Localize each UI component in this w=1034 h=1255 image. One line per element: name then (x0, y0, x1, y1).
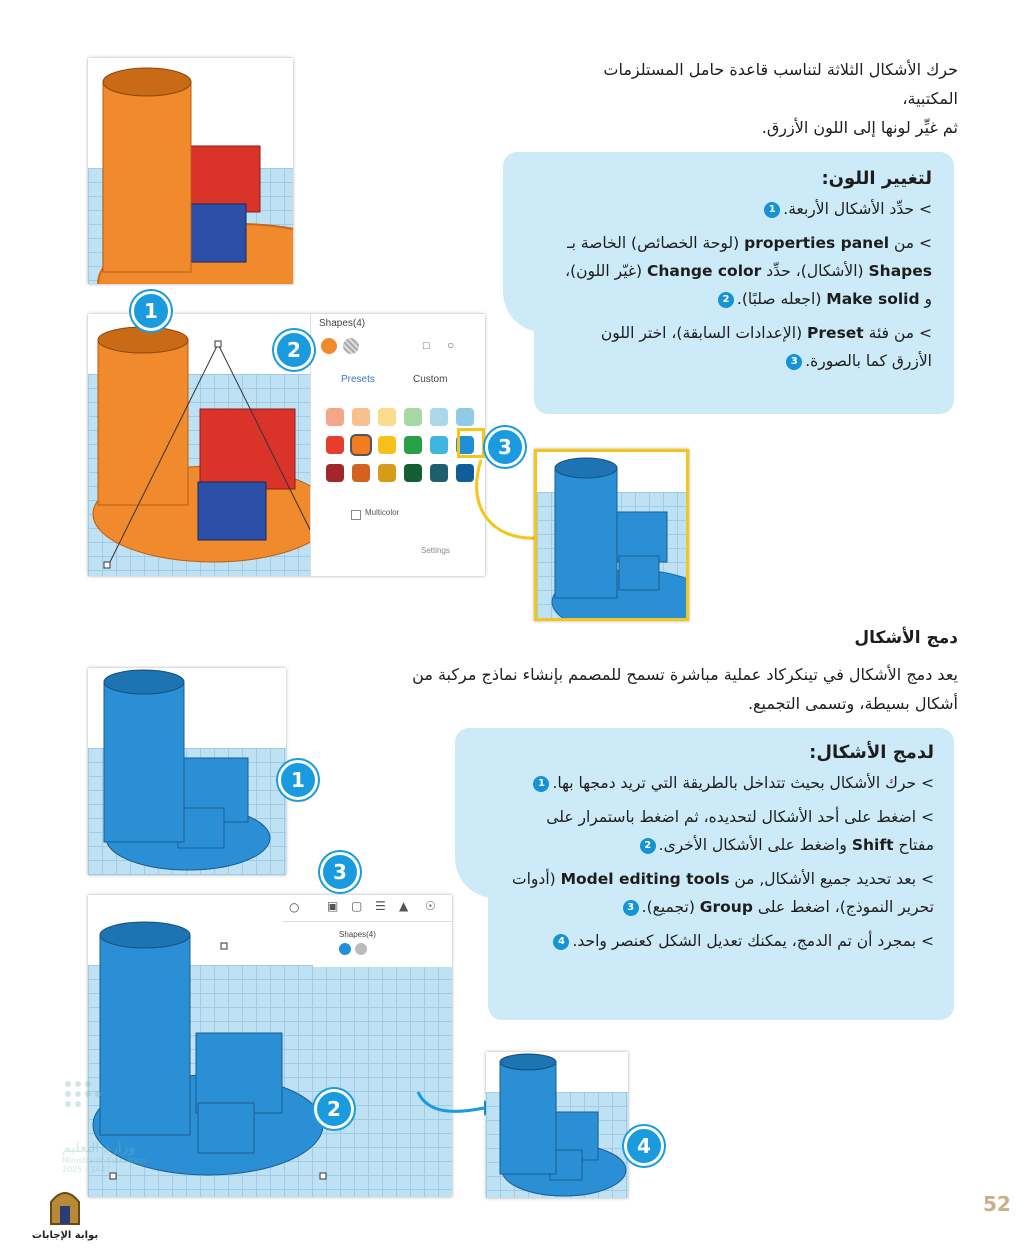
tab-custom[interactable]: Custom (413, 374, 448, 385)
intro-line-2: ثم غيِّر لونها إلى اللون الأزرق. (761, 118, 958, 137)
shapes-mini-panel: Shapes(4) (313, 927, 452, 967)
lock-icon[interactable]: □ (423, 340, 430, 352)
multicolor-label: Multicolor (365, 508, 400, 517)
merge-box (488, 728, 954, 1020)
site-logo-text: بوابة الإجابات (31, 1230, 99, 1241)
color-swatch[interactable] (352, 464, 370, 482)
bulb-icon[interactable]: ○ (289, 900, 300, 914)
color-swatch[interactable] (404, 408, 422, 426)
merge-box-title: لدمج الأشكال: (809, 742, 934, 763)
color-swatch[interactable] (430, 436, 448, 454)
ministry-logo-icon (62, 1078, 122, 1118)
merge-heading: دمج الأشكال (854, 628, 958, 648)
ungroup-icon[interactable]: ▢ (351, 899, 363, 913)
result-arrow (414, 1088, 494, 1128)
intro-line-1: حرك الأشكال الثلاثة لتناسب قاعدة حامل المستلزمات المكتبية، (603, 60, 958, 108)
change-color-title: لتغيير اللون: (821, 168, 932, 189)
badge-2-color: 2 (274, 330, 314, 370)
merge-paragraph: يعد دمج الأشكال في تينكركاد عملية مباشرة تسمح للمصمم بإنشاء نماذج مركبة من أشكال بسيطة، وتسمى التجميع. (412, 665, 958, 713)
color-swatch[interactable] (404, 436, 422, 454)
orange-shapes-image (88, 58, 293, 284)
cruise-icon[interactable]: ☉ (425, 899, 436, 913)
panel-shapes-label: Shapes(4) (319, 318, 366, 329)
color-swatch[interactable] (326, 464, 344, 482)
blue-result-image (534, 449, 689, 621)
color-swatch[interactable] (352, 436, 370, 454)
change-color-box (534, 152, 954, 414)
color-step-1: > حدِّد الأشكال الأربعة.1 (556, 195, 932, 223)
color-step-3: > من فئة Preset (الإعدادات السابقة)، اختر اللون الأزرق كما بالصورة.3 (600, 324, 932, 370)
model-editing-toolbar (283, 895, 452, 922)
merge-badge-4: 4 (624, 1126, 664, 1166)
merge-badge-3: 3 (320, 852, 360, 892)
color-swatch[interactable] (430, 408, 448, 426)
align-icon[interactable]: ☰ (375, 899, 386, 913)
orange-color-swatch[interactable] (321, 338, 337, 354)
color-step-2: > من properties panel (لوحة الخصائص) الخاصة بـ Shapes (الأشكال)، حدِّد Change color (غيّر اللون)، و Make solid (اجعله صلبًا).2 (565, 234, 932, 308)
mirror-icon[interactable]: ▲ (399, 899, 409, 913)
merge-step-3: > بعد تحديد جميع الأشكال, من Model editing tools (أدوات تحرير النموذج)، اضغط على Group (تجميع).3 (512, 870, 934, 916)
color-swatch[interactable] (352, 408, 370, 426)
merge-step-4: > بمجرد أن تم الدمج، يمكنك تعديل الشكل كعنصر واحد.4 (508, 927, 934, 955)
merge-step-2: > اضغط على أحد الأشكال لتحديده، ثم اضغط باستمرار على مفتاح Shift واضغط على الأشكال الأخرى.2 (546, 808, 934, 854)
hole-swatch[interactable] (343, 338, 359, 354)
group-icon[interactable]: ▣ (327, 899, 339, 913)
merge-step-1: > حرك الأشكال بحيث تتداخل بالطريقة التي تريد دمجها بها.1 (508, 769, 934, 797)
color-swatch[interactable] (378, 436, 396, 454)
ministry-watermark: وزارة التعليم Ministry of Education 2025 - 1447 (62, 1078, 182, 1198)
bulb-icon[interactable]: ○ (447, 338, 455, 352)
color-swatch[interactable] (378, 464, 396, 482)
color-swatch[interactable] (378, 408, 396, 426)
grouped-result-image (486, 1052, 628, 1198)
multicolor-checkbox[interactable] (351, 510, 361, 520)
hole-swatch[interactable] (355, 943, 367, 955)
badge-1-select: 1 (131, 291, 171, 331)
blue-color-swatch[interactable] (339, 943, 351, 955)
overlap-shapes-image (88, 668, 286, 875)
color-swatch[interactable] (326, 436, 344, 454)
site-logo (30, 1186, 100, 1246)
tab-presets[interactable]: Presets (341, 374, 375, 385)
color-swatch[interactable] (456, 408, 474, 426)
mosque-logo-icon (45, 1186, 85, 1226)
color-swatch[interactable] (430, 464, 448, 482)
badge-3-preset: 3 (485, 427, 525, 467)
page-number: 52 (983, 1192, 1011, 1216)
color-swatch[interactable] (404, 464, 422, 482)
merge-badge-1: 1 (278, 760, 318, 800)
color-swatch[interactable] (326, 408, 344, 426)
settings-button[interactable]: Settings (421, 546, 450, 555)
merge-badge-2: 2 (314, 1089, 354, 1129)
intro-text (560, 55, 958, 142)
